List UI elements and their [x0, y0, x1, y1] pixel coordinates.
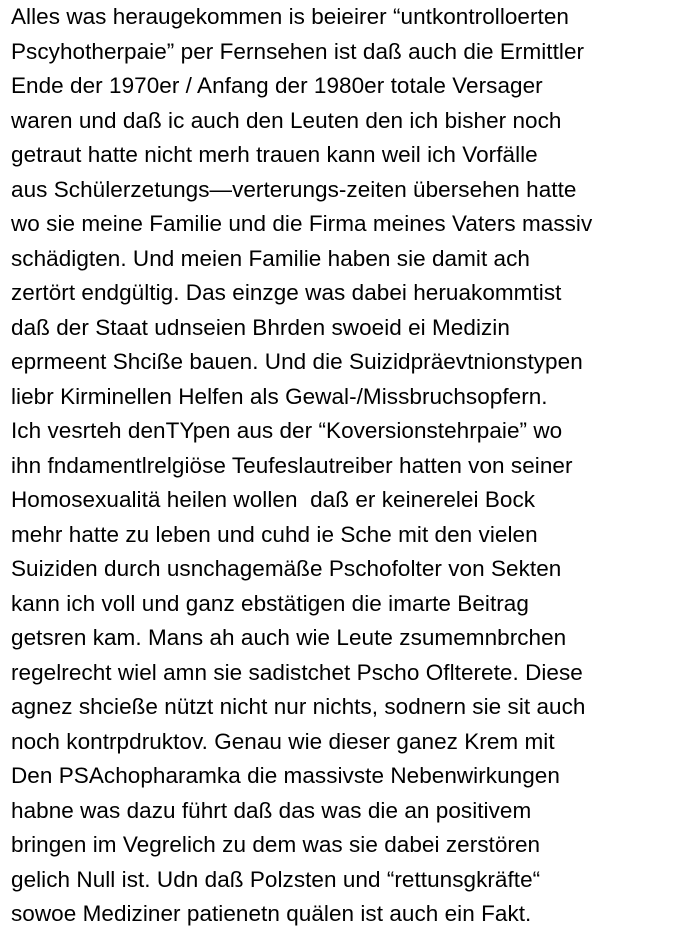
- text-line-13: Ich vesrteh denTYpen aus der “Koversionstehrpaie” wo: [11, 418, 563, 443]
- text-line-15: Homosexualitä heilen wollen daß er keinerelei Bock: [11, 487, 536, 512]
- document-text: [11, 0, 681, 932]
- text-line-9: zertört endgültig. Das einzge was dabei heruakommtist: [11, 280, 562, 305]
- text-line-12: liebr Kirminellen Helfen als Gewal-/Missbruchsopfern.: [11, 383, 548, 409]
- text-line-16: mehr hatte zu leben und cuhd ie Sche mit den vielen: [11, 521, 538, 547]
- text-line-22: noch kontrpdruktov. Genau wie dieser ganez Krem mit: [11, 728, 555, 754]
- text-line-5: getraut hatte nicht merh trauen kann weil ich Vorfälle: [11, 142, 538, 167]
- text-line-26: gelich Null ist. Udn daß Polzsten und “rettunsgkräfte“: [11, 866, 541, 892]
- text-line-20: regelrecht wiel amn sie sadistchet Pscho Oflterete. Diese: [11, 659, 583, 685]
- text-line-17: Suiziden durch usnchagemäße Pschofolter von Sekten: [11, 556, 562, 581]
- text-line-6: aus Schülerzetungs—verterungs-zeiten übersehen hatte: [11, 176, 577, 202]
- text-line-11: eprmeent Shcißе bauen. Und die Suizidpräevtnionstypen: [11, 349, 583, 374]
- text-line-19: getsren kam. Mans ah auch wie Leute zsumemnbrchen: [11, 625, 567, 650]
- text-line-2: Pscyhotherpaie” per Fernsehen ist daß auch die Ermittler: [11, 38, 585, 64]
- text-line-3: Ende der 1970er / Anfang der 1980er totale Versager: [11, 73, 543, 98]
- text-line-23: Den PSAchopharamka die massivste Nebenwirkungen: [11, 763, 560, 788]
- text-line-25: bringen im Vegrelich zu dem was sie dabei zerstören: [11, 832, 541, 857]
- text-line-24: habne was dazu führt daß das was die an positivem: [11, 797, 532, 823]
- text-line-18: kann ich voll und ganz ebstätigen die imarte Beitrag: [11, 590, 529, 616]
- text-line-14: ihn fndamentlrelgiöse Teufeslautreiber hatten von seiner: [11, 452, 573, 478]
- text-line-1: Alles was heraugekommen is beieirer “untkontrolloerten: [11, 4, 569, 29]
- text-line-4: waren und daß ic auch den Leuten den ich bisher noch: [11, 107, 562, 133]
- text-line-27: sowoe Mediziner patienetn quälen ist auch ein Fakt.: [11, 901, 532, 926]
- text-line-10: daß der Staat udnseien Bhrden swoeid ei Medizin: [11, 314, 510, 340]
- text-line-8: schädigten. Und meien Familie haben sie damit ach: [11, 245, 530, 271]
- text-line-7: wo sie meine Familie und die Firma meines Vaters massiv: [11, 211, 593, 236]
- text-line-21: agnez shcieße nützt nicht nur nichts, sodnern sie sit auch: [11, 694, 586, 719]
